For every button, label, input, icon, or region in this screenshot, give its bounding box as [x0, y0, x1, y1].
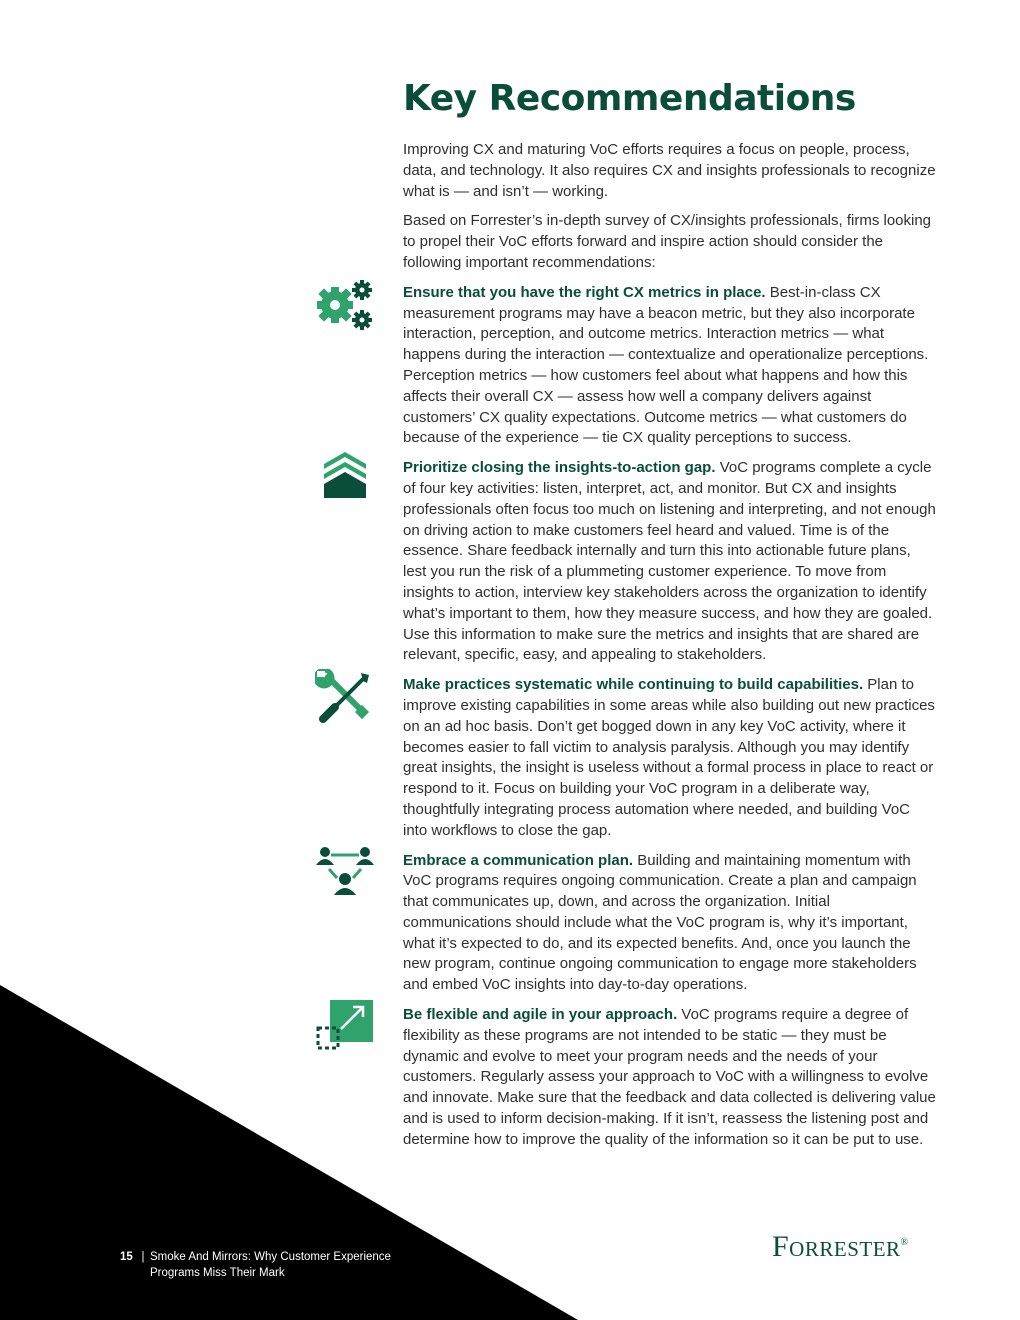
recommendation-body: Best-in-class CX measurement programs may have a beacon metric, but they also incorporate interaction, perception, and outcome metrics. Interaction metrics — what happens during the interaction — contextualize and operationalize perceptions. Perception metrics — how customers feel about what happens and how this affects their overall CX — assess how well a company delivers against customers’ CX quality expectations. Outcome metrics — what customers do because of the experience — tie CX quality perceptions to success.: [403, 283, 929, 447]
footer-separator: |: [141, 1251, 145, 1263]
recommendation-systematic-practices: [403, 675, 938, 841]
recommendation-lead: Be flexible and agile in your approach.: [403, 1006, 678, 1024]
recommendation-metrics: [403, 283, 938, 449]
recommendation-lead: Embrace a communication plan.: [403, 851, 634, 869]
page-footer: [120, 1249, 450, 1281]
recommendation-insights-to-action: [403, 458, 938, 666]
scale-up-icon: [315, 999, 375, 1059]
gears-icon: [315, 277, 375, 337]
footer-doc-title: [150, 1249, 450, 1281]
recommendation-body: Plan to improve existing capabilities in some areas while also building out new practices on an ad hoc basis. Don’t get bogged down in any key VoC activity, where it becomes easier to fall victim to analysis paralysis. Although you may identify great insights, the insight is useless without a formal process in place to react or respond to it. Focus on building your VoC program in a deliberate way, thoughtfully integrating process automation where needed, and building VoC into workflows to close the gap.: [403, 676, 935, 839]
recommendation-flexible-agile: [403, 1005, 938, 1151]
tools-icon: [315, 669, 375, 729]
recommendation-lead: Ensure that you have the right CX metrics in place.: [403, 283, 766, 301]
recommendation-body: Building and maintaining momentum with VoC programs requires ongoing communication. Create a plan and campaign that communicates up, down, and across the organization. Initial communications should include what the VoC program is, why it’s important, what it’s expected to do, and its expected benefits. And, once you launch the new program, continue ongoing communication to engage more stakeholders and embed VoC insights into day-to-day operations.: [403, 851, 917, 994]
intro-paragraph-1: Improving CX and maturing VoC efforts requires a focus on people, process, data, and technology. It also requires CX and insights professionals to recognize what is — and isn’t — working.: [403, 141, 936, 200]
page-title: Key Recommendations: [403, 78, 856, 119]
recommendation-lead: Make practices systematic while continuing to build capabilities.: [403, 676, 864, 694]
footer-doc-title-line-2: Programs Miss Their Mark: [150, 1267, 285, 1279]
page-number: 15: [120, 1251, 133, 1263]
recommendation-communication-plan: [403, 851, 938, 997]
brand-name: Forrester: [772, 1230, 901, 1263]
forrester-logo: [772, 1230, 909, 1264]
footer-doc-title-line-1: Smoke And Mirrors: Why Customer Experience: [150, 1251, 391, 1263]
recommendation-body: VoC programs complete a cycle of four key activities: listen, interpret, act, and monitor. But CX and insights professionals often focus too much on listening and interpreting, and not enough on driving action to make customers feel heard and valued. Time is of the essence. Share feedback internally and turn this into actionable future plans, lest you run the risk of a plummeting customer experience. To move from insights to action, interview key stakeholders across the organization to identify what’s important to them, how they measure success, and how they are goaled. Use this information to make sure the metrics and insights that are shared are relevant, specific, easy, and appealing to stakeholders.: [403, 459, 936, 664]
recommendation-lead: Prioritize closing the insights-to-action gap.: [403, 459, 716, 477]
intro-paragraph-2: Based on Forrester’s in-depth survey of CX/insights professionals, firms looking to propel their VoC efforts forward and inspire action should consider the following important recommendations:: [403, 212, 932, 271]
chevron-up-icon: [315, 452, 375, 512]
main-content: [403, 78, 938, 1160]
registered-mark: ®: [900, 1237, 909, 1248]
recommendation-body: VoC programs require a degree of flexibility as these programs are not intended to be static — they must be dynamic and evolve to meet your program needs and the needs of your customers. Regularly assess your approach to VoC with a willingness to evolve and innovate. Make sure that the feedback and data collected is delivering value and is used to inform decision-making. If it isn’t, reassess the listening post and determine how to improve the quality of the information so it can be put to use.: [403, 1006, 936, 1148]
people-network-icon: [315, 845, 375, 905]
